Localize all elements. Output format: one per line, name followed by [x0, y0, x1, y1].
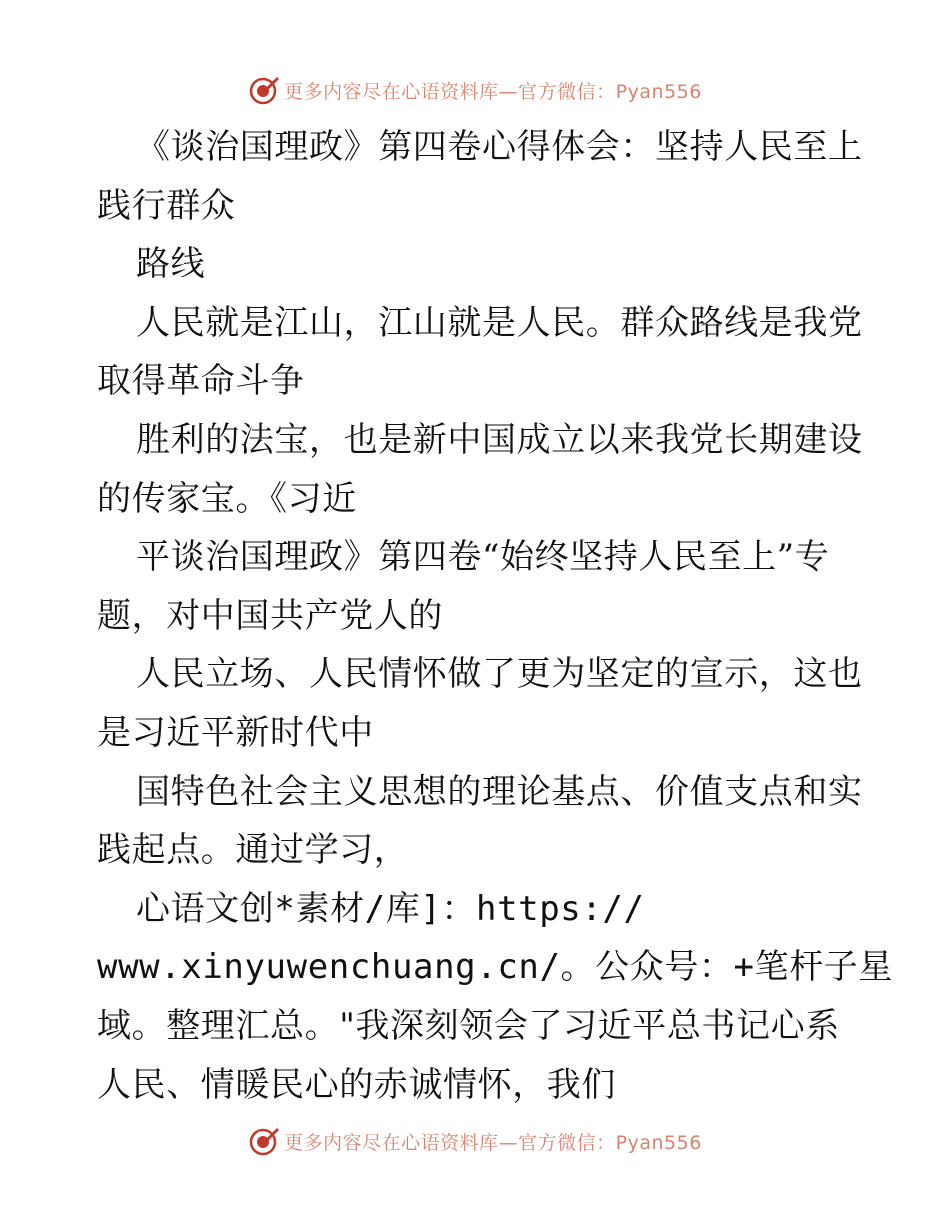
document-body: [97, 118, 894, 1114]
text-line: 是习近平新时代中: [97, 712, 374, 753]
pen-seal-icon: [248, 1125, 280, 1157]
text-line: 平谈治国理政》第四卷“始终坚持人民至上”专: [136, 537, 830, 578]
footer-banner: [0, 1121, 950, 1161]
text-line: 域。整理汇总。"我深刻领会了习近平总书记心系: [97, 1005, 840, 1046]
text-line: 人民就是江山，江山就是人民。群众路线是我党: [136, 302, 863, 343]
banner-text: 更多内容尽在心语资料库—官方微信：Pyan556: [284, 1131, 702, 1154]
text-line: 取得革命斗争: [97, 361, 305, 402]
banner-text: 更多内容尽在心语资料库—官方微信：Pyan556: [284, 80, 702, 103]
header-banner: [0, 70, 950, 110]
text-line: 的传家宝。《习近: [97, 478, 357, 519]
document-title-line-1: 《谈治国理政》第四卷心得体会：坚持人民至上: [136, 127, 863, 167]
text-line: 胜利的法宝，也是新中国成立以来我党长期建设: [136, 419, 863, 460]
pen-seal-icon: [248, 74, 280, 106]
text-line: 人民、情暖民心的赤诚情怀，我们: [97, 1064, 616, 1105]
document-title-line-2: 践行群众: [97, 185, 236, 226]
text-line: 路线: [136, 244, 206, 285]
text-line: 国特色社会主义思想的理论基点、价值支点和实: [136, 771, 863, 812]
text-line: 践起点。通过学习，: [97, 830, 409, 871]
text-line-url: www.xinyuwenchuang.cn/。公众号：+笔杆子星: [97, 947, 894, 988]
text-line: 人民立场、人民情怀做了更为坚定的宣示，这也: [136, 654, 863, 695]
text-line: 题，对中国共产党人的: [97, 595, 443, 636]
text-line-url: 心语文创*素材/库]：https://: [136, 888, 645, 929]
